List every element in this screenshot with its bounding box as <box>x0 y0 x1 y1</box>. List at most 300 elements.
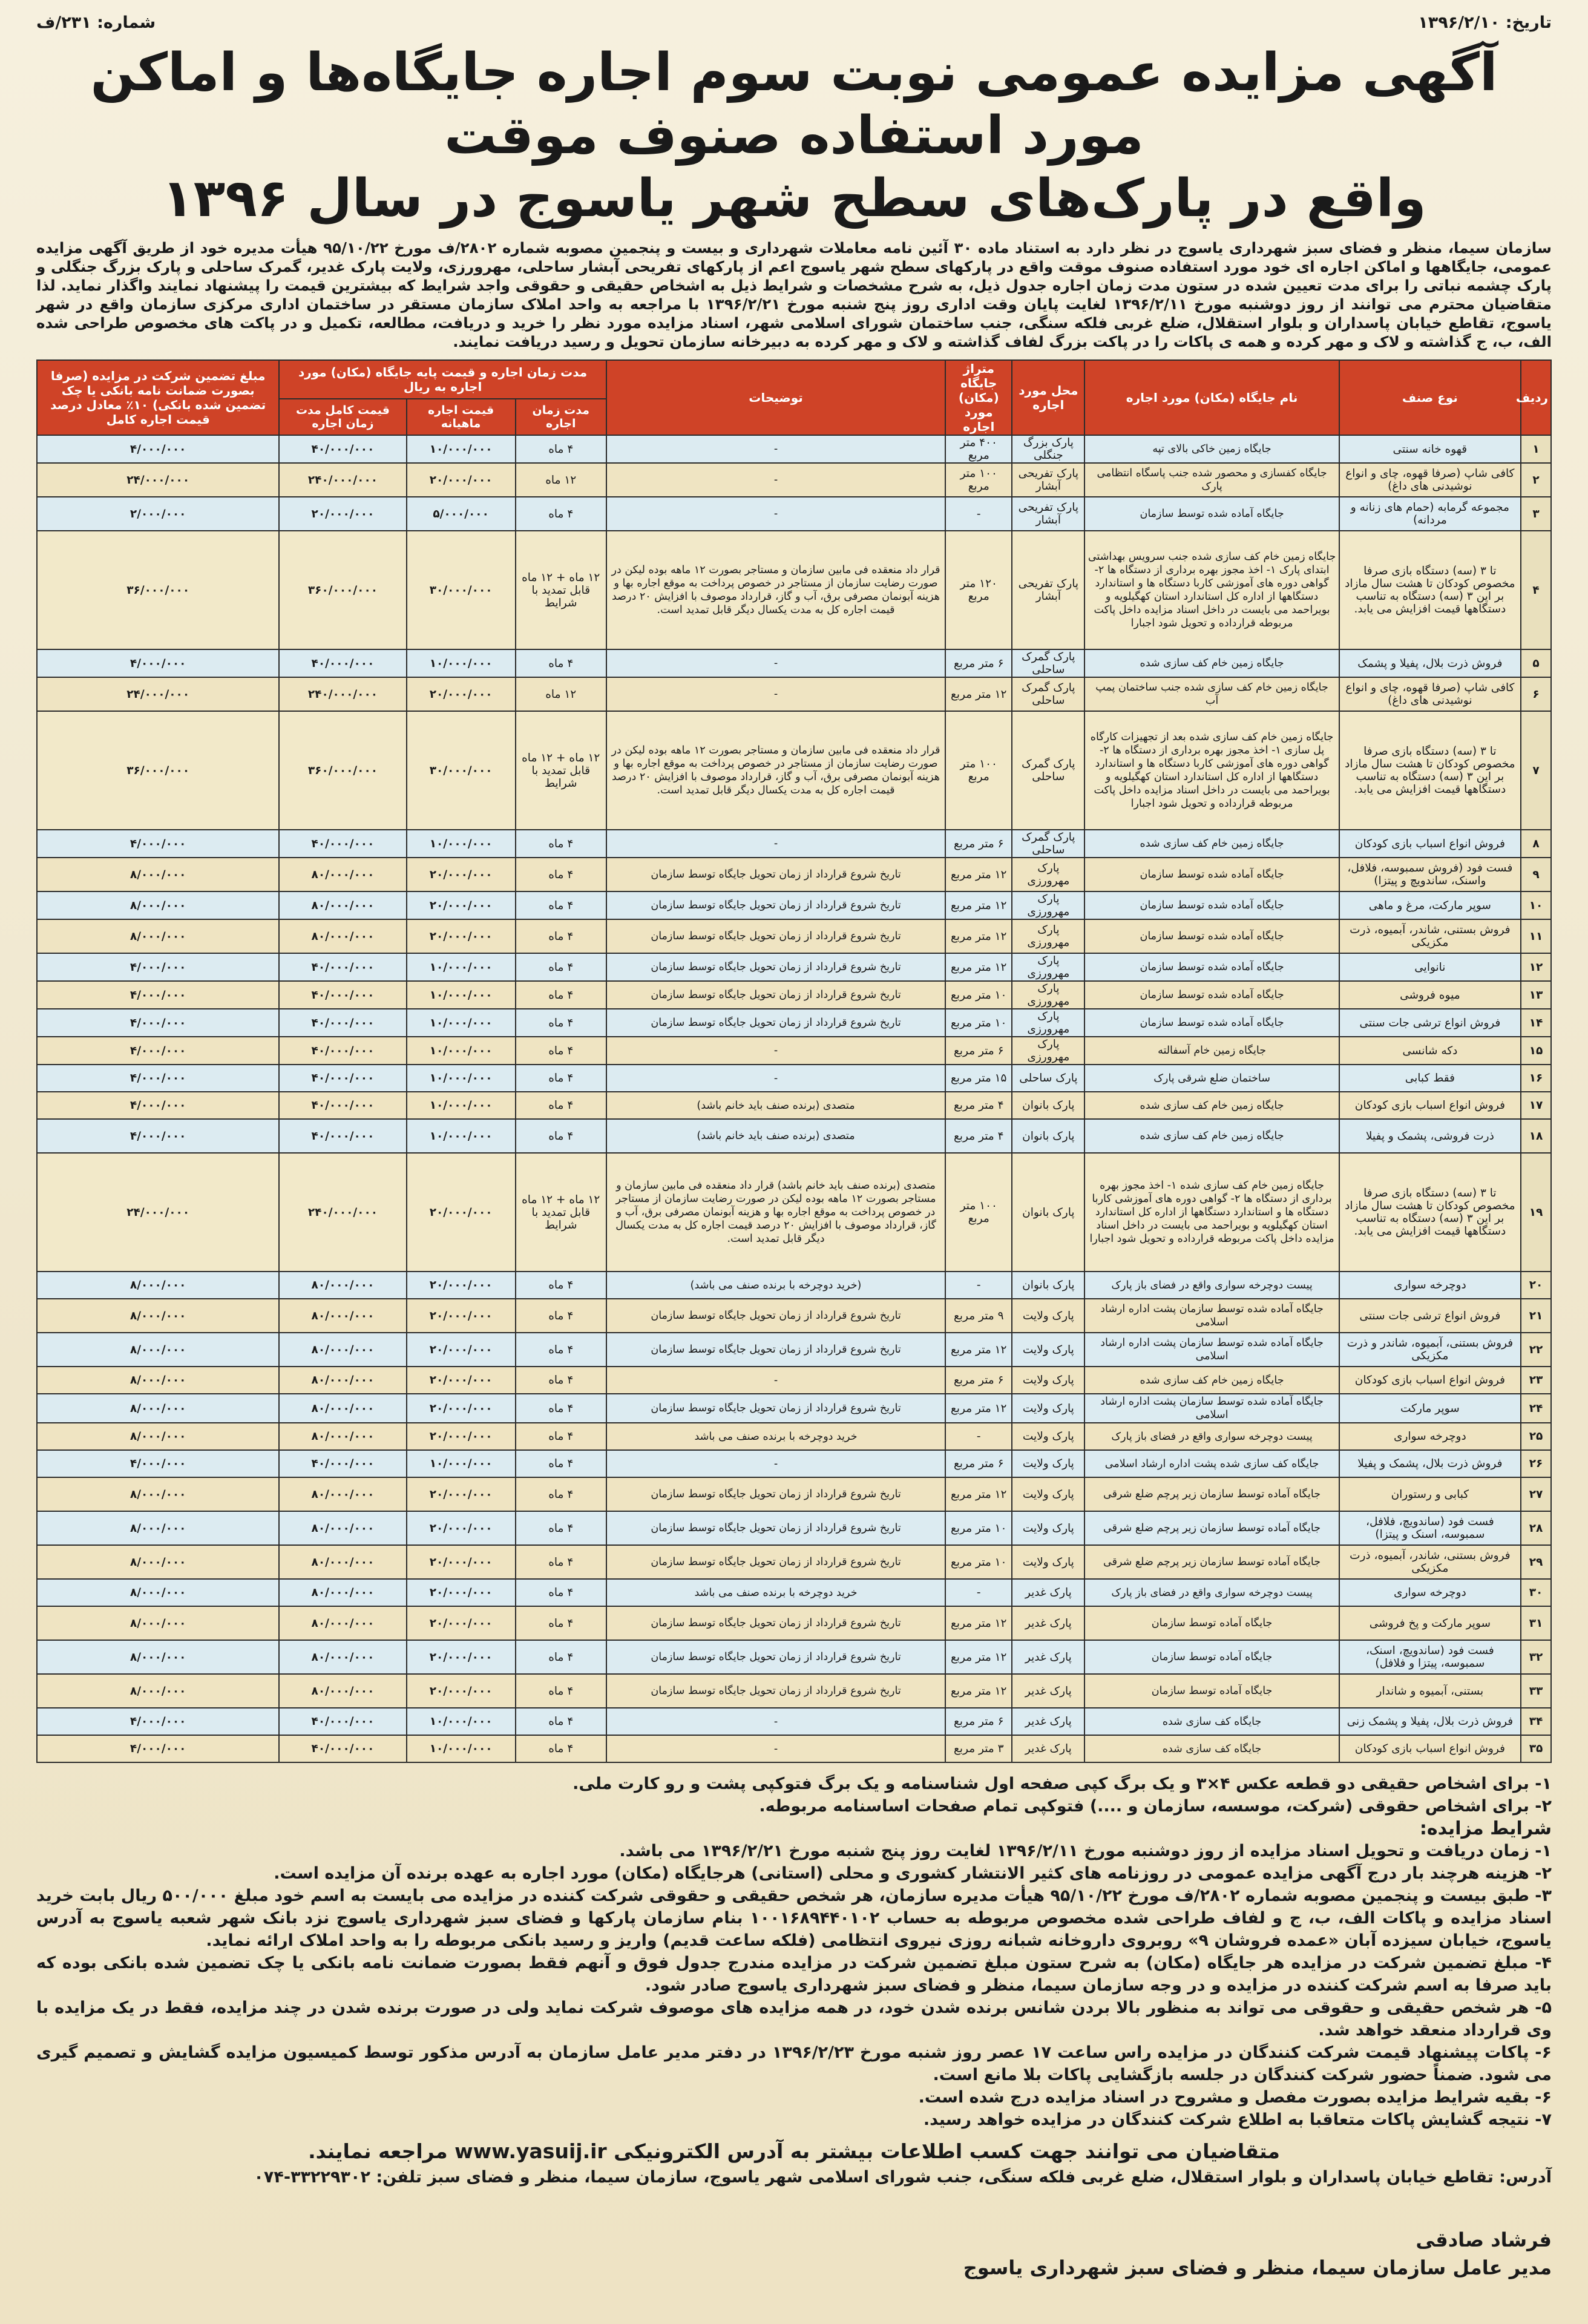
duration-cell: ۱۲ ماه <box>516 463 606 497</box>
duration-cell: ۴ ماه <box>516 1674 606 1708</box>
area-cell: - <box>945 1272 1012 1299</box>
row-index-cell: ۸ <box>1521 830 1551 858</box>
duration-cell: ۴ ماه <box>516 1333 606 1367</box>
monthly-price-cell: ۱۰/۰۰۰/۰۰۰ <box>407 1009 516 1037</box>
total-price-cell: ۸۰/۰۰۰/۰۰۰ <box>279 1367 406 1394</box>
monthly-price-cell: ۲۰/۰۰۰/۰۰۰ <box>407 919 516 953</box>
park-name-cell: پارک تفریحی آبشار <box>1012 463 1084 497</box>
park-name-cell: پارک مهرورزی <box>1012 953 1084 981</box>
headline <box>36 41 1552 230</box>
place-name-cell: جایگاه آماده توسط سازمان <box>1084 1640 1339 1674</box>
condition-item: ۶- پاکات پیشنهاد قیمت شرکت کنندگان در مزایده راس ساعت ۱۷ عصر روز شنبه مورخ ۱۳۹۶/۲/۲۳ در دفتر مدیر عامل سازمان به آدرس مذکور توسط کمیسیون مزایده گشایش و تصمیم گیری می شود. ضمناً حضور شرکت کنندگان در جلسه بازگشایی پاکات بلا مانع است. <box>36 2043 1552 2084</box>
guarantee-amount-cell: ۲۴/۰۰۰/۰۰۰ <box>37 463 279 497</box>
duration-cell: ۴ ماه <box>516 919 606 953</box>
monthly-price-cell: ۲۰/۰۰۰/۰۰۰ <box>407 677 516 711</box>
total-price-cell: ۸۰/۰۰۰/۰۰۰ <box>279 1640 406 1674</box>
duration-cell: ۱۲ ماه <box>516 677 606 711</box>
guarantee-amount-cell: ۸/۰۰۰/۰۰۰ <box>37 858 279 891</box>
park-name-cell: پارک غدیر <box>1012 1579 1084 1606</box>
doc-requirement-1: ۱- برای اشخاص حقیقی دو قطعه عکس ۴×۳ و یک برگ کپی صفحه اول شناسنامه و یک برگ فتوکپی پشت و رو کارت ملی. <box>573 1774 1552 1793</box>
row-index-cell: ۲۸ <box>1521 1511 1551 1545</box>
row-index-cell: ۱۱ <box>1521 919 1551 953</box>
header-guarantee: مبلغ تضمین شرکت در مزایده (صرفا بصورت ضمانت نامه بانکی یا چک تضمین شده بانکی) ۱۰٪ معادل درصد قیمت اجاره کامل <box>37 360 279 435</box>
total-price-cell: ۸۰/۰۰۰/۰۰۰ <box>279 1545 406 1579</box>
table-row <box>37 1545 1551 1579</box>
table-row <box>37 1092 1551 1119</box>
area-cell: - <box>945 1579 1012 1606</box>
table-row <box>37 1153 1551 1272</box>
table-row <box>37 1367 1551 1394</box>
condition-item: ۳- طبق بیست و پنجمین مصوبه شماره ۲۸۰۲/ف مورخ ۹۵/۱۰/۲۲ هیأت مدیره سازمان، هر شخص حقیقی و حقوقی شرکت کننده در مزایده می بایست به اسم خود مبلغ ۵۰۰/۰۰۰ ریال بابت خرید اسناد مزایده و پاکات الف، ب، ج و لفاف طراحی شده مخصوص مربوطه به حساب ۱۰۰۱۶۸۹۴۴۰۱۰۲ بنام سازمان پارکها و فضای سبز شهرداری یاسوج نزد بانک شهر شعبه یاسوج به آدرس یاسوج، خیابان سیزده آبان «عمده فروشان ۹» روبروی داروخانه شبانه روزی نیروی انتظامی (فلکه ساعت قدیم) واریز و رسید بانکی مربوطه را به واحد املاک ارائه نماید. <box>36 1886 1552 1950</box>
total-price-cell: ۸۰/۰۰۰/۰۰۰ <box>279 858 406 891</box>
total-price-cell: ۴۰/۰۰۰/۰۰۰ <box>279 435 406 463</box>
intro-paragraph: سازمان سیما، منظر و فضای سبز شهرداری یاسوج در نظر دارد به استناد ماده ۳۰ آئین نامه معاملات شهرداری و بیست و پنجمین مصوبه شماره ۲۸۰۲/ف مورخ ۹۵/۱۰/۲۲ هیأت مدیره خود از طریق آگهی مزایده عمومی، جایگاهها و اماکن اجاره ای خود مورد استفاده صنوف موقت واقع در پارکهای سطح شهر یاسوج اعم از پارکهای تفریحی آبشار ساحلی، مهرورزی، ولایت پارک غدیر، گمرک ساحلی و پارک بزرگ جنگلی و پارک چشمه نباتی را برای مدت تعیین شده در ستون مدت زمان اجاره جدول ذیل، به شرح مشخصات و شرایط ذیل به اشخاص حقیقی و حقوقی واجد شرایط که بیشترین قیمت را پیشنهاد نمایند واگذار نماید. لذا متقاضیان محترم می توانند از روز دوشنبه مورخ ۱۳۹۶/۲/۱۱ لغایت پایان وقت اداری روز پنج شنبه مورخ ۱۳۹۶/۲/۲۱ با مراجعه به واحد املاک سازمان مستقر در ساختمان اداری مرکزی سازمان واقع در شهر یاسوج، تقاطع خیابان پاسداران و بلوار استقلال، ضلع غربی فلکه سنگی، جنب ساختمان شورای اسلامی شهر، اسناد مزایده مورد نظر را خرید و دریافت، مطالعه، تکمیل و در پاکت های مخصوص طراحی شده الف، ب، ج گذاشته و لاک و مهر کرده و همه ی پاکات را در پاکت بزرگ لفاف گذاشته و لاک و مهر کرده به دبیرخانه سازمان تحویل و رسید دریافت نمایند. <box>36 239 1552 350</box>
description-cell: (خرید دوچرخه با برنده صنف می باشد) <box>606 1272 945 1299</box>
header-duration: مدت زمان اجاره <box>516 399 606 435</box>
description-cell: - <box>606 830 945 858</box>
place-name-cell: جایگاه زمین خام کف سازی شده <box>1084 830 1339 858</box>
table-row <box>37 1272 1551 1299</box>
duration-cell: ۱۲ ماه + ۱۲ ماه قابل تمدید با شرایط <box>516 1153 606 1272</box>
monthly-price-cell: ۱۰/۰۰۰/۰۰۰ <box>407 1119 516 1153</box>
website-callout: متقاضیان می توانند جهت کسب اطلاعات بیشتر به آدرس الکترونیکی www.yasuij.ir مراجعه نمایند. <box>308 2139 1280 2163</box>
guarantee-amount-cell: ۸/۰۰۰/۰۰۰ <box>37 1579 279 1606</box>
duration-cell: ۴ ماه <box>516 1640 606 1674</box>
table-row <box>37 919 1551 953</box>
guarantee-amount-cell: ۴/۰۰۰/۰۰۰ <box>37 1708 279 1735</box>
description-cell: - <box>606 1735 945 1762</box>
description-cell: - <box>606 1367 945 1394</box>
description-cell: - <box>606 463 945 497</box>
place-name-cell: جایگاه کف سازی شده پشت اداره ارشاد اسلامی <box>1084 1450 1339 1477</box>
area-cell: ۶ متر مربع <box>945 830 1012 858</box>
area-cell: ۱۰ متر مربع <box>945 981 1012 1009</box>
monthly-price-cell: ۱۰/۰۰۰/۰۰۰ <box>407 435 516 463</box>
row-index-cell: ۳۳ <box>1521 1674 1551 1708</box>
guarantee-amount-cell: ۸/۰۰۰/۰۰۰ <box>37 1272 279 1299</box>
shop-type-cell: دوچرخه سواری <box>1339 1423 1521 1450</box>
shop-type-cell: کافی شاپ (صرفا قهوه، چای و انواع نوشیدنی های داغ) <box>1339 677 1521 711</box>
address-line: آدرس: تقاطع خیابان پاسداران و بلوار استقلال، ضلع غربی فلکه سنگی، جنب شورای اسلامی شهر یاسوج، سازمان سیما، منظر و فضای سبز تلفن: ۳۳۲۲۹۳۰۲-۰۷۴ <box>254 2168 1552 2187</box>
table-row <box>37 981 1551 1009</box>
monthly-price-cell: ۲۰/۰۰۰/۰۰۰ <box>407 463 516 497</box>
description-cell: تاریخ شروع قرارداد از زمان تحویل جایگاه توسط سازمان <box>606 953 945 981</box>
park-name-cell: پارک تفریحی آبشار <box>1012 497 1084 531</box>
shop-type-cell: تا ۳ (سه) دستگاه بازی صرفا مخصوص کودکان تا هشت سال مازاد بر این ۳ (سه) دستگاه به تناسب دستگاهها قیمت افزایش می یابد. <box>1339 531 1521 649</box>
doc-requirement-2: ۲- برای اشخاص حقوقی (شرکت، موسسه، سازمان و ....) فتوکپی تمام صفحات اساسنامه مربوطه. <box>759 1797 1552 1816</box>
row-index-cell: ۳۲ <box>1521 1640 1551 1674</box>
guarantee-amount-cell: ۸/۰۰۰/۰۰۰ <box>37 1333 279 1367</box>
area-cell: ۳ متر مربع <box>945 1735 1012 1762</box>
monthly-price-cell: ۱۰/۰۰۰/۰۰۰ <box>407 649 516 677</box>
shop-type-cell: فروش انواع اسباب بازی کودکان <box>1339 1735 1521 1762</box>
monthly-price-cell: ۱۰/۰۰۰/۰۰۰ <box>407 830 516 858</box>
total-price-cell: ۴۰/۰۰۰/۰۰۰ <box>279 830 406 858</box>
place-name-cell: جایگاه کف سازی شده <box>1084 1708 1339 1735</box>
table-row <box>37 1606 1551 1640</box>
shop-type-cell: فست فود (ساندویچ، فلافل، سمبوسه، اسنک و پیتزا) <box>1339 1511 1521 1545</box>
park-name-cell: پارک غدیر <box>1012 1674 1084 1708</box>
table-row <box>37 1299 1551 1333</box>
row-index-cell: ۲۳ <box>1521 1367 1551 1394</box>
duration-cell: ۴ ماه <box>516 1367 606 1394</box>
description-cell: تاریخ شروع قرارداد از زمان تحویل جایگاه توسط سازمان <box>606 1545 945 1579</box>
description-cell: خرید دوچرخه با برنده صنف می باشد <box>606 1579 945 1606</box>
place-name-cell: پیست دوچرخه سواری واقع در فضای باز پارک <box>1084 1272 1339 1299</box>
row-index-cell: ۱۸ <box>1521 1119 1551 1153</box>
total-price-cell: ۸۰/۰۰۰/۰۰۰ <box>279 1272 406 1299</box>
table-row <box>37 497 1551 531</box>
area-cell: ۱۰۰ متر مربع <box>945 711 1012 830</box>
shop-type-cell: دوچرخه سواری <box>1339 1579 1521 1606</box>
duration-cell: ۱۲ ماه + ۱۲ ماه قابل تمدید با شرایط <box>516 711 606 830</box>
table-row <box>37 1394 1551 1423</box>
place-name-cell: پیست دوچرخه سواری واقع در فضای باز پارک <box>1084 1579 1339 1606</box>
total-price-cell: ۲۴۰/۰۰۰/۰۰۰ <box>279 463 406 497</box>
table-row <box>37 1735 1551 1762</box>
description-cell: - <box>606 649 945 677</box>
total-price-cell: ۴۰/۰۰۰/۰۰۰ <box>279 1708 406 1735</box>
park-name-cell: پارک بانوان <box>1012 1119 1084 1153</box>
description-cell: تاریخ شروع قرارداد از زمان تحویل جایگاه توسط سازمان <box>606 919 945 953</box>
monthly-price-cell: ۲۰/۰۰۰/۰۰۰ <box>407 1423 516 1450</box>
table-row <box>37 649 1551 677</box>
place-name-cell: جایگاه آماده شده توسط سازمان <box>1084 919 1339 953</box>
table-row <box>37 1450 1551 1477</box>
area-cell: ۱۵ متر مربع <box>945 1065 1012 1092</box>
total-price-cell: ۲۴۰/۰۰۰/۰۰۰ <box>279 1153 406 1272</box>
shop-type-cell: سوپر مارکت، مرغ و ماهی <box>1339 891 1521 919</box>
duration-cell: ۴ ماه <box>516 1394 606 1423</box>
duration-cell: ۴ ماه <box>516 497 606 531</box>
total-price-cell: ۸۰/۰۰۰/۰۰۰ <box>279 1579 406 1606</box>
place-name-cell: جایگاه آماده شده توسط سازمان پشت اداره ارشاد اسلامی <box>1084 1333 1339 1367</box>
table-body <box>37 435 1551 1762</box>
area-cell: ۱۲ متر مربع <box>945 1477 1012 1511</box>
document-number: شماره: ۲۳۱/ف <box>36 13 156 32</box>
guarantee-amount-cell: ۴/۰۰۰/۰۰۰ <box>37 435 279 463</box>
monthly-price-cell: ۲۰/۰۰۰/۰۰۰ <box>407 1545 516 1579</box>
row-index-cell: ۲۴ <box>1521 1394 1551 1423</box>
guarantee-amount-cell: ۸/۰۰۰/۰۰۰ <box>37 1640 279 1674</box>
shop-type-cell: فروش بستنی، شاندر، آبمیوه، ذرت مکزیکی <box>1339 919 1521 953</box>
header-park: محل مورد اجاره <box>1012 360 1084 435</box>
shop-type-cell: میوه فروشی <box>1339 981 1521 1009</box>
title-line-1: آگهی مزایده عمومی نوبت سوم اجاره جایگاه‌ها و اماکن مورد استفاده صنوف موقت <box>90 42 1498 166</box>
monthly-price-cell: ۱۰/۰۰۰/۰۰۰ <box>407 981 516 1009</box>
shop-type-cell: فروش انواع اسباب بازی کودکان <box>1339 830 1521 858</box>
monthly-price-cell: ۲۰/۰۰۰/۰۰۰ <box>407 1153 516 1272</box>
condition-item: ۶- بقیه شرایط مزایده بصورت مفصل و مشروح در اسناد مزایده درج شده است. <box>918 2088 1552 2107</box>
park-name-cell: پارک ولایت <box>1012 1423 1084 1450</box>
row-index-cell: ۲۹ <box>1521 1545 1551 1579</box>
guarantee-amount-cell: ۴/۰۰۰/۰۰۰ <box>37 981 279 1009</box>
shop-type-cell: فروش انواع اسباب بازی کودکان <box>1339 1092 1521 1119</box>
monthly-price-cell: ۱۰/۰۰۰/۰۰۰ <box>407 1735 516 1762</box>
area-cell: ۴ متر مربع <box>945 1092 1012 1119</box>
description-cell: - <box>606 1037 945 1065</box>
document-date: تاریخ: ۱۳۹۶/۲/۱۰ <box>1418 13 1552 32</box>
total-price-cell: ۸۰/۰۰۰/۰۰۰ <box>279 919 406 953</box>
header-monthly: قیمت اجاره ماهیانه <box>407 399 516 435</box>
row-index-cell: ۳۱ <box>1521 1606 1551 1640</box>
park-name-cell: پارک بانوان <box>1012 1153 1084 1272</box>
table-row <box>37 463 1551 497</box>
condition-item: ۵- هر شخص حقیقی و حقوقی می تواند به منظور بالا بردن شانس برنده شدن خود، در همه مزایده های موصوف شرکت نماید ولی در صورت برنده شدن در چند مزایده، فقط در یک مزایده با وی قرارداد منعقد خواهد شد. <box>36 1998 1552 2040</box>
row-index-cell: ۴ <box>1521 531 1551 649</box>
total-price-cell: ۸۰/۰۰۰/۰۰۰ <box>279 891 406 919</box>
description-cell: - <box>606 1065 945 1092</box>
shop-type-cell: دکه شانسی <box>1339 1037 1521 1065</box>
total-price-cell: ۸۰/۰۰۰/۰۰۰ <box>279 1674 406 1708</box>
total-price-cell: ۴۰/۰۰۰/۰۰۰ <box>279 1092 406 1119</box>
area-cell: ۱۰ متر مربع <box>945 1009 1012 1037</box>
monthly-price-cell: ۲۰/۰۰۰/۰۰۰ <box>407 1606 516 1640</box>
guarantee-amount-cell: ۸/۰۰۰/۰۰۰ <box>37 1511 279 1545</box>
table-row <box>37 1708 1551 1735</box>
description-cell: - <box>606 435 945 463</box>
place-name-cell: جایگاه آماده شده توسط سازمان <box>1084 953 1339 981</box>
guarantee-amount-cell: ۸/۰۰۰/۰۰۰ <box>37 1674 279 1708</box>
shop-type-cell: تا ۳ (سه) دستگاه بازی صرفا مخصوص کودکان تا هشت سال مازاد بر این ۳ (سه) دستگاه به تناسب دستگاهها قیمت افزایش می یابد. <box>1339 711 1521 830</box>
park-name-cell: پارک بزرگ جنگلی <box>1012 435 1084 463</box>
park-name-cell: پارک تفریحی آبشار <box>1012 531 1084 649</box>
table-row <box>37 1674 1551 1708</box>
duration-cell: ۴ ماه <box>516 1477 606 1511</box>
guarantee-amount-cell: ۸/۰۰۰/۰۰۰ <box>37 1394 279 1423</box>
place-name-cell: جایگاه آماده توسط سازمان زیر پرچم ضلع شرقی <box>1084 1545 1339 1579</box>
park-name-cell: پارک ساحلی <box>1012 1065 1084 1092</box>
header-idx: ردیف <box>1521 360 1551 435</box>
description-cell: تاریخ شروع قرارداد از زمان تحویل جایگاه توسط سازمان <box>606 1606 945 1640</box>
header-meta <box>36 13 1552 36</box>
total-price-cell: ۴۰/۰۰۰/۰۰۰ <box>279 1450 406 1477</box>
shop-type-cell: بستنی، آبمیوه و شاندار <box>1339 1674 1521 1708</box>
total-price-cell: ۴۰/۰۰۰/۰۰۰ <box>279 953 406 981</box>
monthly-price-cell: ۳۰/۰۰۰/۰۰۰ <box>407 711 516 830</box>
row-index-cell: ۲۶ <box>1521 1450 1551 1477</box>
guarantee-amount-cell: ۴/۰۰۰/۰۰۰ <box>37 1450 279 1477</box>
duration-cell: ۴ ماه <box>516 1092 606 1119</box>
monthly-price-cell: ۲۰/۰۰۰/۰۰۰ <box>407 858 516 891</box>
duration-cell: ۴ ماه <box>516 1735 606 1762</box>
guarantee-amount-cell: ۸/۰۰۰/۰۰۰ <box>37 919 279 953</box>
total-price-cell: ۳۶۰/۰۰۰/۰۰۰ <box>279 711 406 830</box>
row-index-cell: ۲۵ <box>1521 1423 1551 1450</box>
table-row <box>37 435 1551 463</box>
shop-type-cell: فست فود (ساندویچ، اسنک، سمبوسه، پیتزا و فلافل) <box>1339 1640 1521 1674</box>
shop-type-cell: فروش انواع اسباب بازی کودکان <box>1339 1367 1521 1394</box>
total-price-cell: ۴۰/۰۰۰/۰۰۰ <box>279 981 406 1009</box>
area-cell: ۶ متر مربع <box>945 649 1012 677</box>
duration-cell: ۴ ماه <box>516 981 606 1009</box>
shop-type-cell: فقط کبابی <box>1339 1065 1521 1092</box>
area-cell: ۱۲ متر مربع <box>945 891 1012 919</box>
monthly-price-cell: ۲۰/۰۰۰/۰۰۰ <box>407 1511 516 1545</box>
park-name-cell: پارک ولایت <box>1012 1333 1084 1367</box>
monthly-price-cell: ۱۰/۰۰۰/۰۰۰ <box>407 1708 516 1735</box>
place-name-cell: ساختمان ضلع شرقی پارک <box>1084 1065 1339 1092</box>
row-index-cell: ۲۰ <box>1521 1272 1551 1299</box>
row-index-cell: ۱ <box>1521 435 1551 463</box>
place-name-cell: جایگاه آماده شده توسط سازمان <box>1084 497 1339 531</box>
guarantee-amount-cell: ۴/۰۰۰/۰۰۰ <box>37 649 279 677</box>
row-index-cell: ۱۷ <box>1521 1092 1551 1119</box>
area-cell: - <box>945 497 1012 531</box>
row-index-cell: ۳۰ <box>1521 1579 1551 1606</box>
title-line-2: واقع در پارک‌های سطح شهر یاسوج در سال ۱۳۹۶ <box>162 168 1426 229</box>
row-index-cell: ۱۹ <box>1521 1153 1551 1272</box>
duration-cell: ۴ ماه <box>516 1423 606 1450</box>
duration-cell: ۴ ماه <box>516 1606 606 1640</box>
park-name-cell: پارک مهرورزی <box>1012 1037 1084 1065</box>
monthly-price-cell: ۱۰/۰۰۰/۰۰۰ <box>407 1450 516 1477</box>
row-index-cell: ۲۲ <box>1521 1333 1551 1367</box>
shop-type-cell: کبابی و رستوران <box>1339 1477 1521 1511</box>
notes-section <box>36 1773 1552 2131</box>
guarantee-amount-cell: ۴/۰۰۰/۰۰۰ <box>37 830 279 858</box>
row-index-cell: ۱۴ <box>1521 1009 1551 1037</box>
row-index-cell: ۹ <box>1521 858 1551 891</box>
row-index-cell: ۶ <box>1521 677 1551 711</box>
place-name-cell: جایگاه آماده شده توسط سازمان <box>1084 858 1339 891</box>
condition-item: ۱- زمان دریافت و تحویل اسناد مزایده از روز دوشنبه مورخ ۱۳۹۶/۲/۱۱ لغایت روز پنج شنبه مورخ ۱۳۹۶/۲/۲۱ می باشد. <box>619 1842 1552 1860</box>
row-index-cell: ۱۵ <box>1521 1037 1551 1065</box>
place-name-cell: جایگاه زمین خام کف سازی شده ۱- اخذ مجوز بهره برداری از دستگاه ها ۲- گواهی دوره های آموزشی کاربا دستگاه ها و استاندارد دستگاهها از اداره کل استاندارد استان کهگیلویه و بویراحمد می بایست در داخل اسناد مزایده داخل پاکت مربوطه قرارداده و تحویل شود اجبارا <box>1084 1153 1339 1272</box>
park-name-cell: پارک بانوان <box>1012 1092 1084 1119</box>
description-cell: قرار داد منعقده فی مابین سازمان و مستاجر بصورت ۱۲ ماهه بوده لیکن در صورت رضایت سازمان از مستاجر در خصوص پرداخت به موقع اجاره بها و هزینه آبونمان مصرفی برق، آب و گاز، قرارداد موصوف با افزایش ۲۰ درصد قیمت اجاره کل به مدت یکسال دیگر قابل تمدید است. <box>606 711 945 830</box>
guarantee-amount-cell: ۸/۰۰۰/۰۰۰ <box>37 1367 279 1394</box>
guarantee-amount-cell: ۳۶/۰۰۰/۰۰۰ <box>37 531 279 649</box>
monthly-price-cell: ۲۰/۰۰۰/۰۰۰ <box>407 1674 516 1708</box>
total-price-cell: ۸۰/۰۰۰/۰۰۰ <box>279 1333 406 1367</box>
park-name-cell: پارک ولایت <box>1012 1545 1084 1579</box>
park-name-cell: پارک غدیر <box>1012 1640 1084 1674</box>
place-name-cell: جایگاه زمین خام کف سازی شده <box>1084 1119 1339 1153</box>
table-row <box>37 1009 1551 1037</box>
monthly-price-cell: ۵/۰۰۰/۰۰۰ <box>407 497 516 531</box>
place-name-cell: جایگاه زمین خاکی بالای تپه <box>1084 435 1339 463</box>
shop-type-cell: فروش بستنی، آبمیوه، شاندر و ذرت مکزیکی <box>1339 1333 1521 1367</box>
table-row <box>37 1511 1551 1545</box>
total-price-cell: ۴۰/۰۰۰/۰۰۰ <box>279 649 406 677</box>
guarantee-amount-cell: ۲/۰۰۰/۰۰۰ <box>37 497 279 531</box>
description-cell: تاریخ شروع قرارداد از زمان تحویل جایگاه توسط سازمان <box>606 1299 945 1333</box>
row-index-cell: ۲۱ <box>1521 1299 1551 1333</box>
place-name-cell: جایگاه آماده شده توسط سازمان <box>1084 1009 1339 1037</box>
area-cell: - <box>945 1423 1012 1450</box>
park-name-cell: پارک مهرورزی <box>1012 891 1084 919</box>
total-price-cell: ۸۰/۰۰۰/۰۰۰ <box>279 1606 406 1640</box>
table-row <box>37 891 1551 919</box>
row-index-cell: ۱۶ <box>1521 1065 1551 1092</box>
duration-cell: ۱۲ ماه + ۱۲ ماه قابل تمدید با شرایط <box>516 531 606 649</box>
monthly-price-cell: ۲۰/۰۰۰/۰۰۰ <box>407 1272 516 1299</box>
shop-type-cell: سوپر مارکت و پخ فروشی <box>1339 1606 1521 1640</box>
place-name-cell: جایگاه آماده شده توسط سازمان پشت اداره ارشاد اسلامی <box>1084 1299 1339 1333</box>
description-cell: تاریخ شروع قرارداد از زمان تحویل جایگاه توسط سازمان <box>606 891 945 919</box>
table-row <box>37 1119 1551 1153</box>
guarantee-amount-cell: ۴/۰۰۰/۰۰۰ <box>37 1009 279 1037</box>
duration-cell: ۴ ماه <box>516 830 606 858</box>
signatory-name: فرشاد صادقی <box>1416 2228 1552 2251</box>
park-name-cell: پارک ولایت <box>1012 1450 1084 1477</box>
table-row <box>37 711 1551 830</box>
park-name-cell: پارک بانوان <box>1012 1272 1084 1299</box>
table-row <box>37 1477 1551 1511</box>
place-name-cell: جایگاه کف سازی شده <box>1084 1735 1339 1762</box>
guarantee-amount-cell: ۲۴/۰۰۰/۰۰۰ <box>37 677 279 711</box>
table-row <box>37 953 1551 981</box>
place-name-cell: جایگاه کفسازی و محصور شده جنب پاسگاه انتظامی پارک <box>1084 463 1339 497</box>
area-cell: ۹ متر مربع <box>945 1299 1012 1333</box>
monthly-price-cell: ۲۰/۰۰۰/۰۰۰ <box>407 1367 516 1394</box>
area-cell: ۱۲ متر مربع <box>945 1394 1012 1423</box>
table-row <box>37 531 1551 649</box>
area-cell: ۱۲ متر مربع <box>945 1640 1012 1674</box>
park-name-cell: پارک گمرک ساحلی <box>1012 649 1084 677</box>
total-price-cell: ۲۴۰/۰۰۰/۰۰۰ <box>279 677 406 711</box>
table-row <box>37 830 1551 858</box>
park-name-cell: پارک مهرورزی <box>1012 919 1084 953</box>
auction-table <box>36 359 1552 1763</box>
shop-type-cell: فروش ذرت بلال، پفیلا و پشمک زنی <box>1339 1708 1521 1735</box>
description-cell: - <box>606 1450 945 1477</box>
total-price-cell: ۴۰/۰۰۰/۰۰۰ <box>279 1119 406 1153</box>
header-type: نوع صنف <box>1339 360 1521 435</box>
shop-type-cell: فروش ذرت بلال، پشمک و پفیلا <box>1339 1450 1521 1477</box>
row-index-cell: ۲۷ <box>1521 1477 1551 1511</box>
area-cell: ۱۲ متر مربع <box>945 677 1012 711</box>
row-index-cell: ۱۰ <box>1521 891 1551 919</box>
duration-cell: ۴ ماه <box>516 1009 606 1037</box>
monthly-price-cell: ۱۰/۰۰۰/۰۰۰ <box>407 1065 516 1092</box>
total-price-cell: ۸۰/۰۰۰/۰۰۰ <box>279 1511 406 1545</box>
place-name-cell: جایگاه آماده شده توسط سازمان <box>1084 891 1339 919</box>
place-name-cell: جایگاه زمین خام کف سازی شده جنب سرویس بهداشتی ابتدای پارک ۱- اخذ مجوز بهره برداری از دستگاه ها ۲- گواهی دوره های آموزشی کاربا دستگاه ها و استاندارد دستگاهها از اداره کل استاندارد استان کهگیلویه و بویراحمد می بایست در داخل اسناد مزایده داخل پاکت مربوطه قرارداده و تحویل شود اجبارا <box>1084 531 1339 649</box>
shop-type-cell: سوپر مارکت <box>1339 1394 1521 1423</box>
total-price-cell: ۳۶۰/۰۰۰/۰۰۰ <box>279 531 406 649</box>
guarantee-amount-cell: ۳۶/۰۰۰/۰۰۰ <box>37 711 279 830</box>
area-cell: ۱۰ متر مربع <box>945 1545 1012 1579</box>
area-cell: ۱۲ متر مربع <box>945 858 1012 891</box>
duration-cell: ۴ ماه <box>516 1119 606 1153</box>
description-cell: تاریخ شروع قرارداد از زمان تحویل جایگاه توسط سازمان <box>606 1640 945 1674</box>
duration-cell: ۴ ماه <box>516 435 606 463</box>
table-row <box>37 858 1551 891</box>
park-name-cell: پارک گمرک ساحلی <box>1012 677 1084 711</box>
monthly-price-cell: ۲۰/۰۰۰/۰۰۰ <box>407 1640 516 1674</box>
area-cell: ۱۲ متر مربع <box>945 1606 1012 1640</box>
table-row <box>37 1333 1551 1367</box>
area-cell: ۶ متر مربع <box>945 1450 1012 1477</box>
shop-type-cell: نانوایی <box>1339 953 1521 981</box>
monthly-price-cell: ۱۰/۰۰۰/۰۰۰ <box>407 1092 516 1119</box>
duration-cell: ۴ ماه <box>516 649 606 677</box>
shop-type-cell: فروش انواع ترشی جات سنتی <box>1339 1009 1521 1037</box>
shop-type-cell: ذرت فروشی، پشمک و پفیلا <box>1339 1119 1521 1153</box>
row-index-cell: ۱۲ <box>1521 953 1551 981</box>
area-cell: ۱۰۰ متر مربع <box>945 463 1012 497</box>
row-index-cell: ۷ <box>1521 711 1551 830</box>
area-cell: ۶ متر مربع <box>945 1037 1012 1065</box>
area-cell: ۶ متر مربع <box>945 1708 1012 1735</box>
park-name-cell: پارک گمرک ساحلی <box>1012 830 1084 858</box>
shop-type-cell: کافی شاپ (صرفا قهوه، چای و انواع نوشیدنی های داغ) <box>1339 463 1521 497</box>
description-cell: متصدی (برنده صنف باید خانم باشد) <box>606 1092 945 1119</box>
duration-cell: ۴ ماه <box>516 1511 606 1545</box>
guarantee-amount-cell: ۴/۰۰۰/۰۰۰ <box>37 953 279 981</box>
